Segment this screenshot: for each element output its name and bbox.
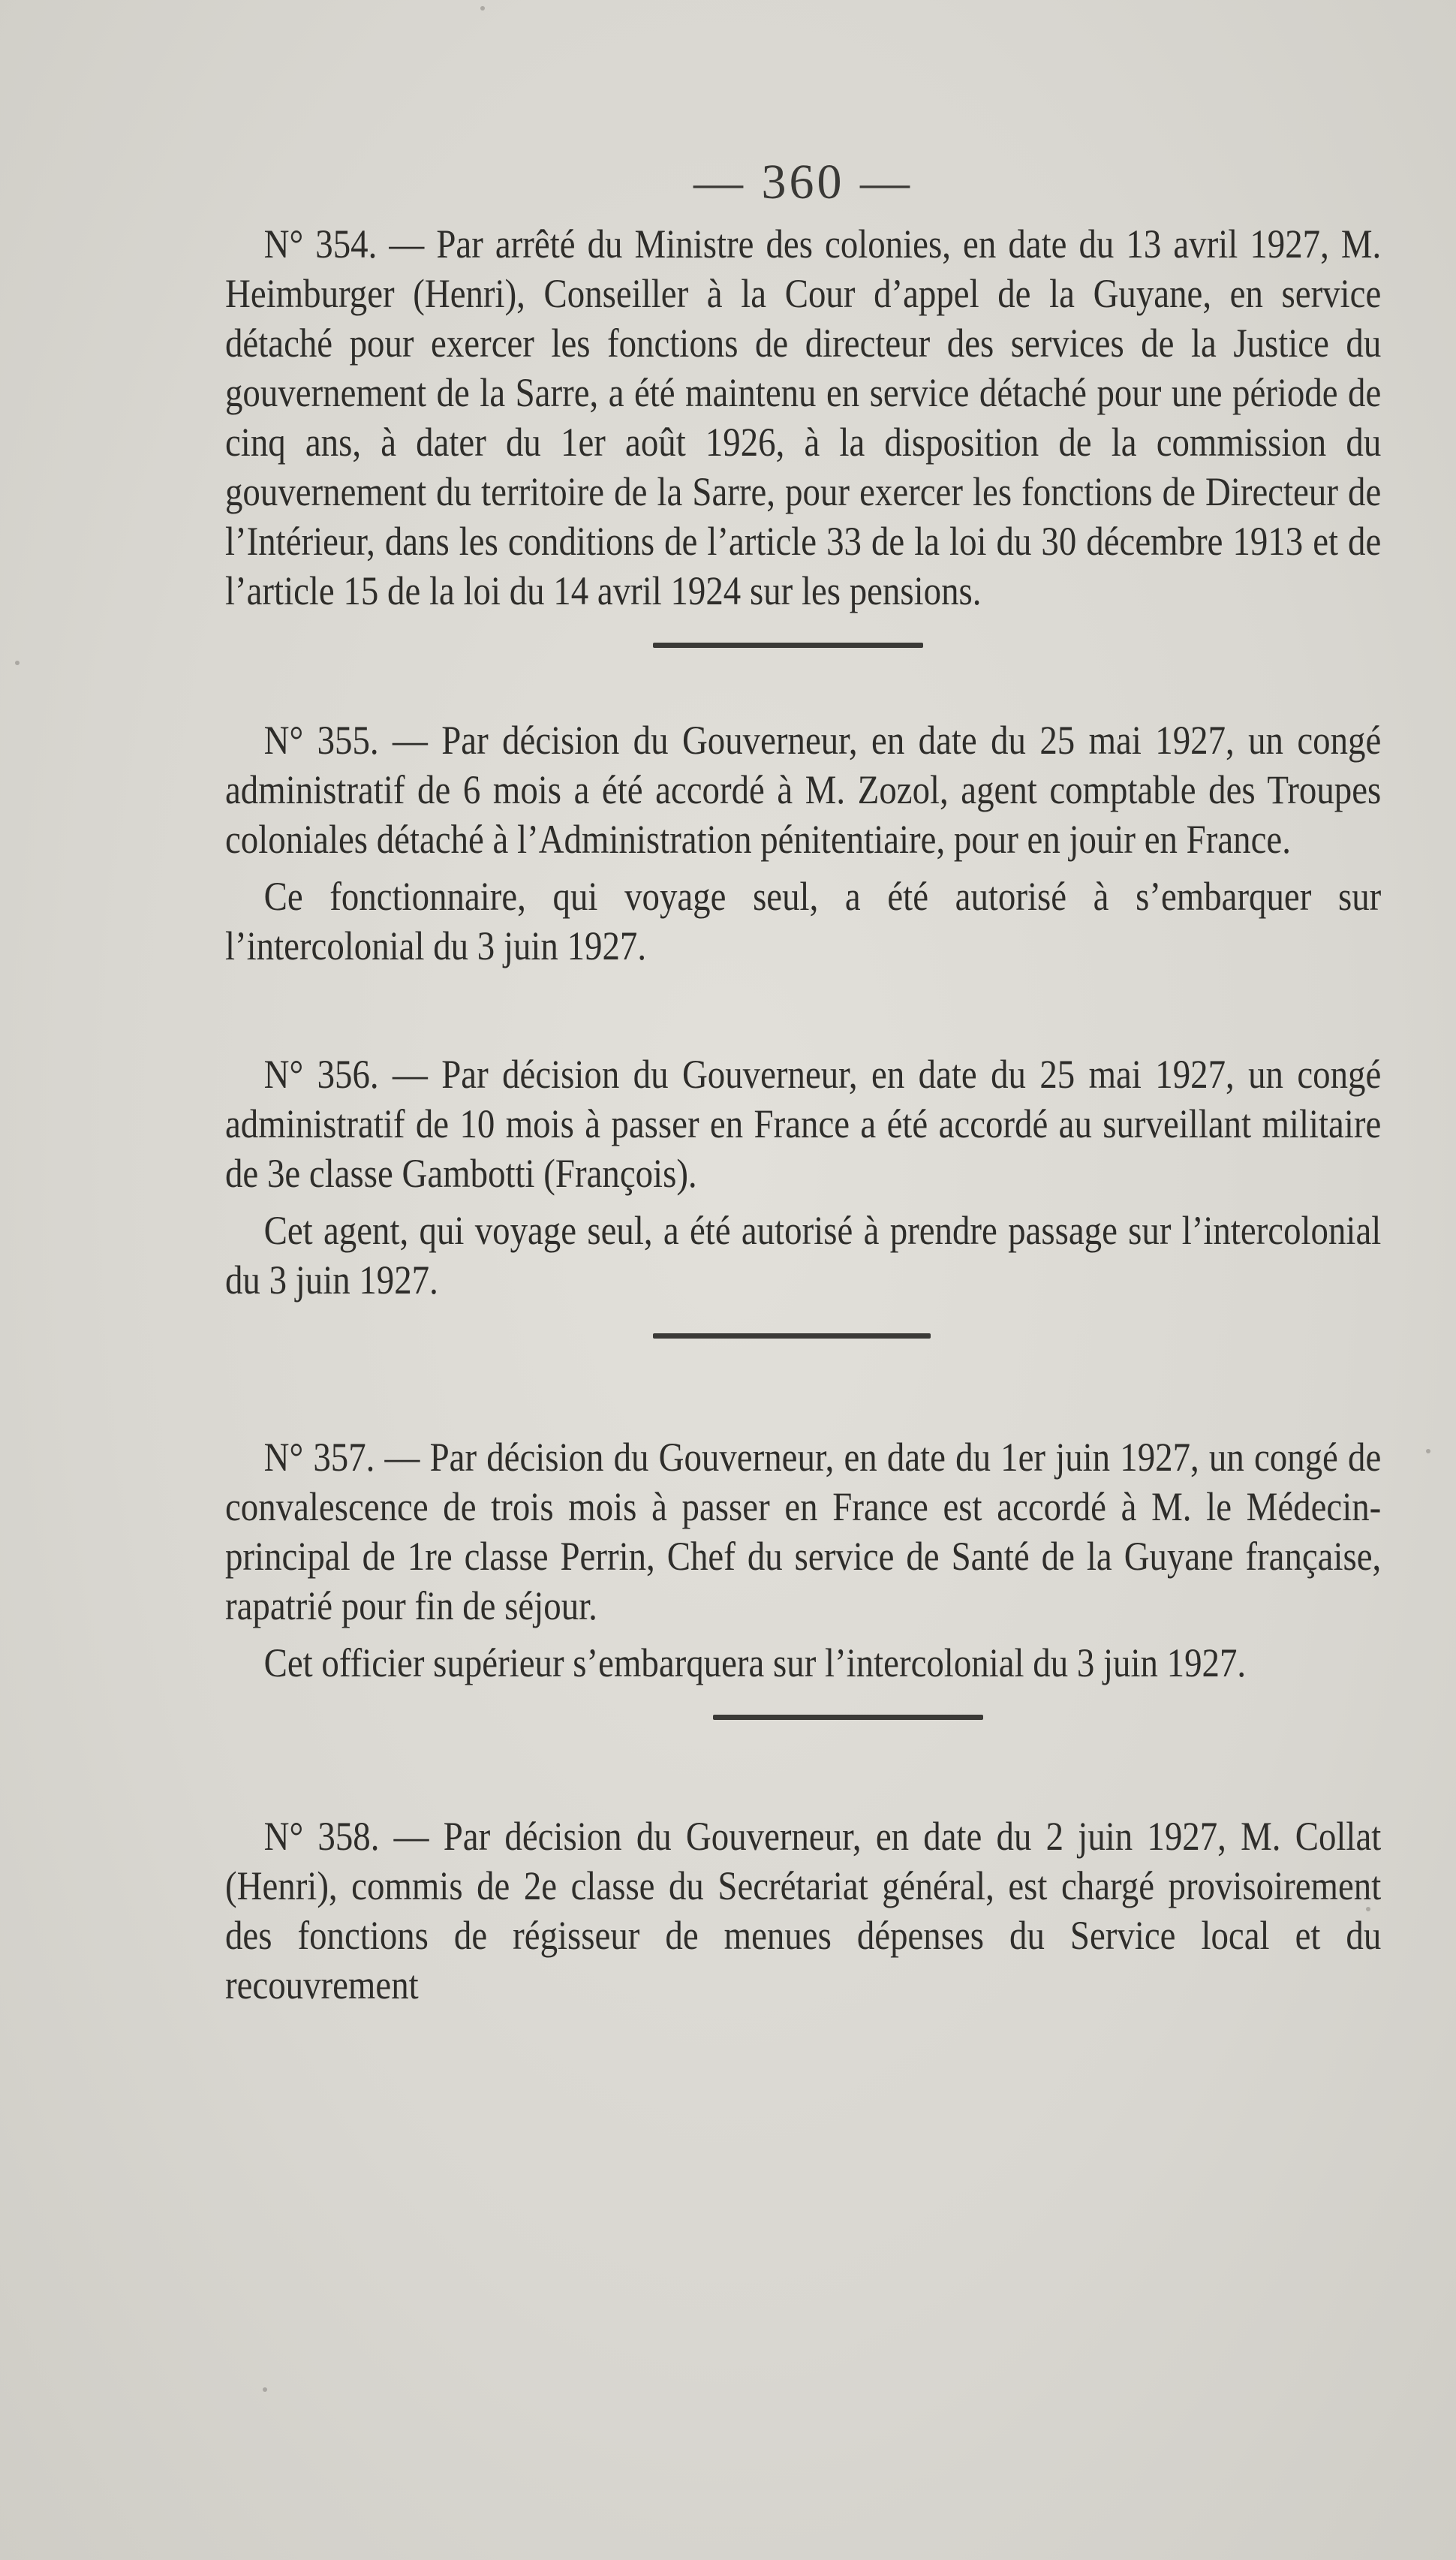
paper-speck	[1426, 1449, 1430, 1453]
entry-paragraph: N° 355. — Par décision du Gouverneur, en date du 25 mai 1927, un congé administratif de 6 mois a été accordé à M. Zozol, agent comptable des Troupes coloniales détaché à l’Administration pénitentiaire, pour en jouir en France.	[225, 717, 1382, 862]
paper-speck	[480, 6, 485, 11]
section-divider	[653, 1333, 931, 1339]
entry-paragraph: Cet officier supérieur s’embarquera sur l’intercolonial du 3 juin 1927.	[263, 1640, 1247, 1685]
paper-speck	[263, 2387, 267, 2392]
entry-paragraph: Ce fonctionnaire, qui voyage seul, a été autorisé à s’embarquer sur l’intercolonial du 3 juin 1927.	[225, 873, 1382, 968]
entry-358	[225, 1812, 1381, 2010]
entry-paragraph: N° 354. — Par arrêté du Ministre des colonies, en date du 13 avril 1927, M. Heimburger (Henri), Conseiller à la Cour d’appel de la Guyane, en service détaché pour exercer les fonctions de directeur des services de la Justice du gouvernement de la Sarre, a été maintenu en service détaché pour une période de cinq ans, à dater du 1er août 1926, à la disposition de la commission du gouvernement du territoire de la Sarre, pour exercer les fonctions de Directeur de l’Intérieur, dans les conditions de l’article 33 de la loi du 30 décembre 1913 et de l’article 15 de la loi du 14 avril 1924 sur les pensions.	[225, 221, 1382, 613]
paper-speck	[15, 661, 20, 665]
entry-paragraph: Cet agent, qui voyage seul, a été autorisé à prendre passage sur l’intercolonial du 3 juin 1927.	[225, 1207, 1382, 1303]
entry-356	[225, 1050, 1381, 1305]
entry-355	[225, 715, 1381, 971]
entry-354	[225, 219, 1381, 616]
page-number: — 360 —	[693, 155, 913, 209]
entry-paragraph: N° 356. — Par décision du Gouverneur, en date du 25 mai 1927, un congé administratif de 10 mois à passer en France a été accordé au surveillant militaire de 3e classe Gambotti (François).	[225, 1051, 1382, 1196]
section-divider	[653, 643, 923, 648]
entry-paragraph: N° 358. — Par décision du Gouverneur, en date du 2 juin 1927, M. Collat (Henri), commis de 2e classe du Secrétariat général, est chargé provisoirement des fonctions de régisseur de menues dépenses du Service local et du recouvrement	[225, 1813, 1382, 2007]
entry-paragraph: N° 357. — Par décision du Gouverneur, en date du 1er juin 1927, un congé de convalescence de trois mois à passer en France est accordé à M. le Médecin-principal de 1re classe Perrin, Chef du service de Santé de la Guyane française, rapatrié pour fin de séjour.	[225, 1434, 1382, 1628]
section-divider	[713, 1715, 983, 1720]
entry-357	[225, 1432, 1381, 1688]
document-body	[225, 150, 1381, 2010]
